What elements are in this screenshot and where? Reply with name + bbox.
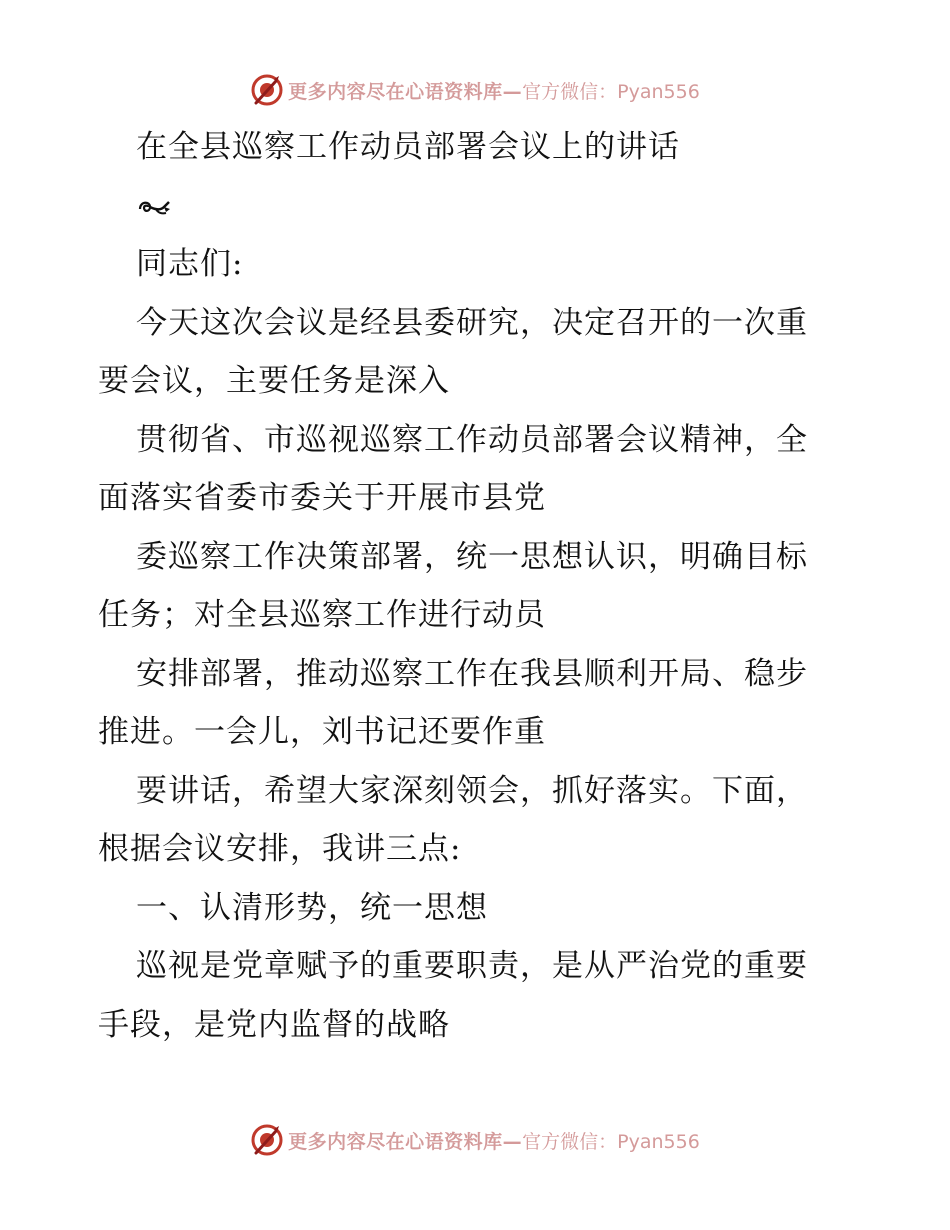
footer-banner bbox=[0, 1120, 950, 1160]
body-line: 一、认清形势，统一思想 bbox=[136, 889, 488, 926]
paragraph-lines bbox=[98, 294, 858, 1055]
document-body bbox=[98, 118, 858, 1054]
footer-banner-wechat: 官方微信：Pyan556 bbox=[522, 1130, 700, 1153]
salutation: 同志们: bbox=[136, 246, 244, 282]
body-line: 面落实省委市委关于开展市县党 bbox=[98, 480, 546, 516]
body-line: 要会议，主要任务是深入 bbox=[98, 363, 450, 399]
header-banner-wechat: 官方微信：Pyan556 bbox=[522, 80, 700, 103]
header-banner bbox=[0, 70, 950, 110]
header-banner-text: 更多内容尽在心语资料库— bbox=[288, 80, 523, 103]
ornament-divider bbox=[98, 177, 858, 236]
body-line: 委巡察工作决策部署，统一思想认识，明确目标 bbox=[136, 538, 808, 575]
body-line: 要讲话，希望大家深刻领会，抓好落实。下面， bbox=[136, 772, 808, 809]
body-line: 安排部署，推动巡察工作在我县顺利开局、稳步 bbox=[136, 655, 808, 692]
body-line: 根据会议安排，我讲三点: bbox=[98, 831, 462, 867]
body-line: 推进。一会儿，刘书记还要作重 bbox=[98, 714, 546, 750]
brand-logo-icon bbox=[250, 1123, 284, 1157]
body-line: 任务；对全县巡察工作进行动员 bbox=[98, 597, 546, 633]
body-line: 手段，是党内监督的战略 bbox=[98, 1006, 450, 1043]
body-line: 贯彻省、市巡视巡察工作动员部署会议精神，全 bbox=[136, 421, 808, 458]
swirl-ornament-icon bbox=[136, 195, 172, 217]
footer-banner-text: 更多内容尽在心语资料库— bbox=[288, 1130, 523, 1153]
brand-logo-icon bbox=[250, 73, 284, 107]
document-title: 在全县巡察工作动员部署会议上的讲话 bbox=[136, 129, 680, 165]
body-line: 巡视是党章赋予的重要职责，是从严治党的重要 bbox=[136, 948, 808, 984]
body-line: 今天这次会议是经县委研究，决定召开的一次重 bbox=[136, 304, 808, 341]
